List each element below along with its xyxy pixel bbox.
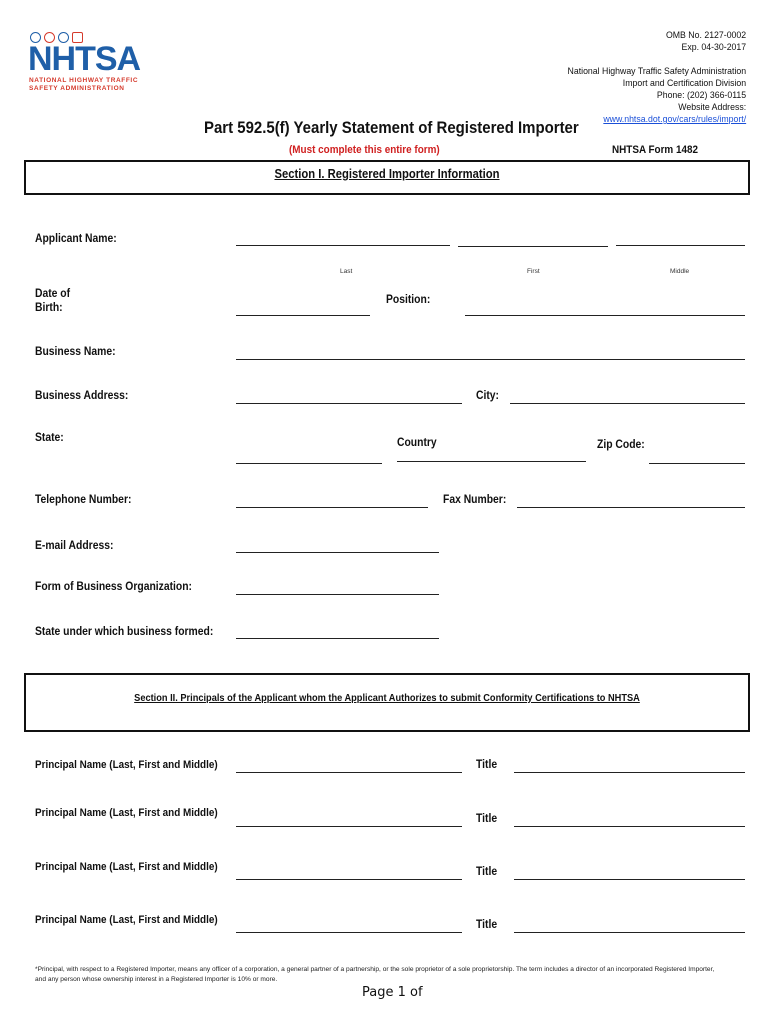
principal-1-title-field[interactable] [514,772,745,773]
website-link[interactable]: www.nhtsa.dot.gov/cars/rules/import/ [603,114,746,125]
omb-number: OMB No. 2127-0002 [665,30,746,41]
position-label: Position: [386,294,431,306]
fax-label: Fax Number: [443,494,507,506]
dob-label-1: Date of [35,288,71,300]
principal-3-title-label: Title [476,866,498,878]
principal-4-title-field[interactable] [514,932,745,933]
zip-label: Zip Code: [597,439,645,451]
phone-number: Phone: (202) 366-0115 [656,90,746,101]
business-address-field[interactable] [236,403,462,404]
business-name-label: Business Name: [35,346,116,358]
middle-caption: Middle [670,268,690,275]
principal-2-title-label: Title [476,813,498,825]
principal-4-label: Principal Name (Last, First and Middle) [35,914,218,926]
agency-block [567,66,746,126]
country-label: Country [397,437,437,449]
division-name: Import and Certification Division [622,78,746,89]
fax-field[interactable] [517,507,745,508]
principal-2-title-field[interactable] [514,826,745,827]
form-number: NHTSA Form 1482 [612,144,699,156]
dob-label-2: Birth: [35,302,63,314]
last-caption: Last [340,268,353,275]
telephone-label: Telephone Number: [35,494,132,506]
applicant-middle-field[interactable] [616,245,745,246]
principal-3-label: Principal Name (Last, First and Middle) [35,861,218,873]
principal-4-title-label: Title [476,919,498,931]
must-complete-note: (Must complete this entire form) [289,144,440,156]
zip-field[interactable] [649,463,745,464]
omb-block [666,30,746,54]
logo-subtitle-1: NATIONAL HIGHWAY TRAFFIC [29,77,139,84]
state-formed-field[interactable] [236,638,439,639]
country-field[interactable] [397,461,586,462]
section-1-header [24,160,750,195]
applicant-last-field[interactable] [236,245,450,246]
city-field[interactable] [510,403,745,404]
business-address-label: Business Address: [35,390,129,402]
website-label: Website Address: [678,102,746,113]
agency-name: National Highway Traffic Safety Administration [567,66,746,77]
form-of-business-label: Form of Business Organization: [35,581,192,593]
nhtsa-logo [28,30,141,95]
state-label: State: [35,432,64,444]
principal-1-name-field[interactable] [236,772,462,773]
dob-field[interactable] [236,315,370,316]
telephone-field[interactable] [236,507,428,508]
first-caption: First [527,268,540,275]
applicant-name-label: Applicant Name: [35,233,117,245]
principal-1-title-label: Title [476,759,498,771]
city-label: City: [476,390,500,402]
logo-subtitle-2: SAFETY ADMINISTRATION [29,85,125,92]
page-number: Page 1 of [362,985,423,1000]
form-title: Part 592.5(f) Yearly Statement of Registered Importer [204,118,579,137]
principal-3-name-field[interactable] [236,879,462,880]
business-name-field[interactable] [236,359,745,360]
principal-2-name-field[interactable] [236,826,462,827]
principal-1-label: Principal Name (Last, First and Middle) [35,759,218,771]
expiration: Exp. 04-30-2017 [681,42,746,53]
state-formed-label: State under which business formed: [35,626,214,638]
state-field[interactable] [236,463,382,464]
form-of-business-field[interactable] [236,594,439,595]
section-2-header [24,673,750,732]
email-field[interactable] [236,552,439,553]
position-field[interactable] [465,315,745,316]
principal-2-label: Principal Name (Last, First and Middle) [35,807,218,819]
section-2-title: Section II. Principals of the Applicant whom the Applicant Authorizes to submit Conformity Certifications to NHTSA [134,692,640,704]
applicant-first-field[interactable] [458,246,608,247]
principal-4-name-field[interactable] [236,932,462,933]
logo-wordmark: NHTSA [28,40,141,78]
principal-footnote: *Principal, with respect to a Registered Importer, means any officer of a corporation, a general partner of a partnership, or the sole proprietor of a sole proprietorship. The term includes a director of an incorporated Registered Importer, and any person whose ownership interest in a Registered Importer is 10% or more. [35,966,715,983]
section-1-title: Section I. Registered Importer Information [274,167,500,181]
principal-3-title-field[interactable] [514,879,745,880]
email-label: E-mail Address: [35,540,114,552]
